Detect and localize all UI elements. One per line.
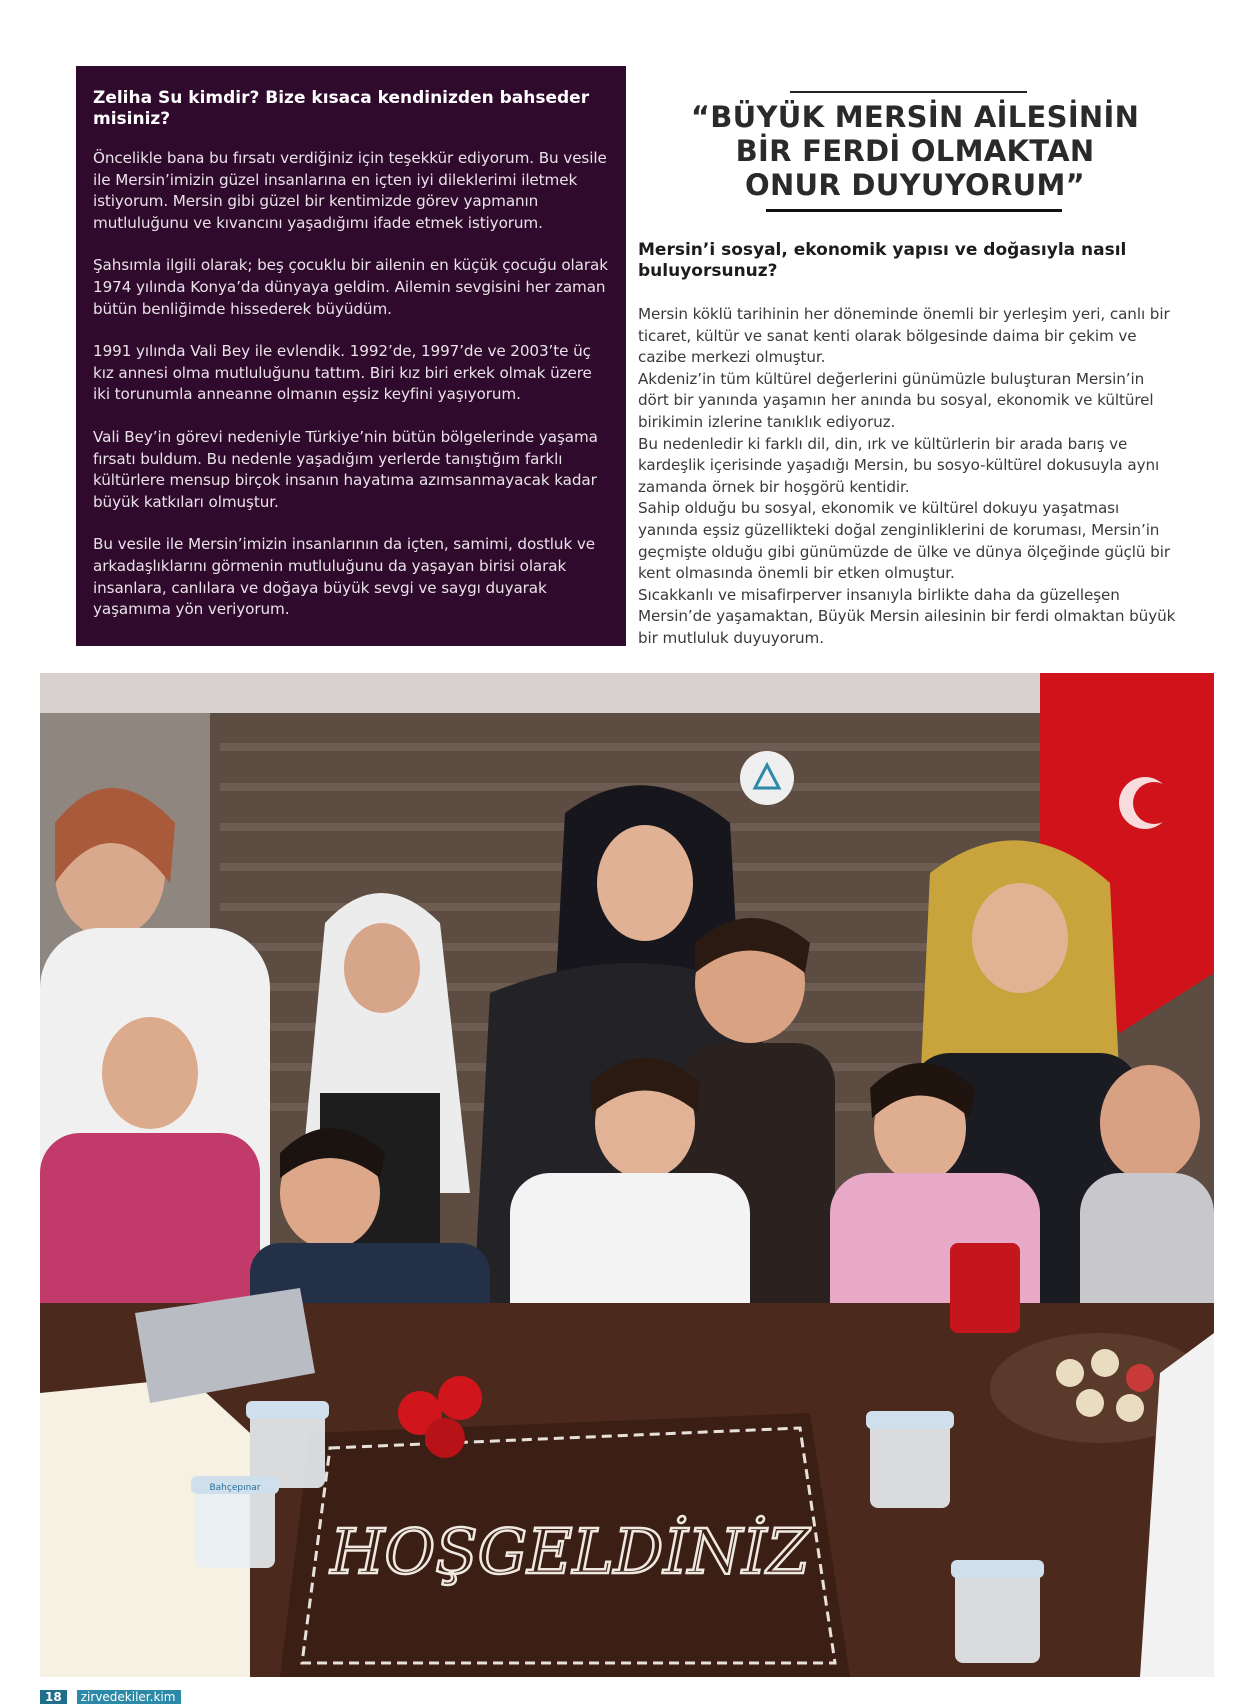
footer-separator: | (69, 1690, 74, 1704)
interview-paragraph-5: Bu vesile ile Mersin’imizin insanlarının da içten, samimi, dostluk ve arkadaşlıklarını görmenin mutluluğunu da yaşayan birisi olarak insanlara, canlılara ve doğaya büyük sevgi ve saygı duyarak yaşamıma yön veriyorum. (93, 535, 596, 619)
section2-question: Mersin’i sosyal, ekonomik yapısı ve doğasıyla nasıl buluyorsunuz? (638, 240, 1127, 281)
red-gift (950, 1243, 1020, 1333)
section2-paragraph-5: Sıcakkanlı ve misafirperver insanıyla birlikte daha da güzelleşen Mersin’de yaşamaktan, Büyük Mersin ailesinin bir ferdi olmaktan büyük bir mutluluk duyuyorum. (638, 585, 1176, 647)
interview-paragraph-1: Öncelikle bana bu fırsatı verdiğiniz için teşekkür ediyorum. Bu vesile ile Mersin’imizin güzel insanlarına en içten iyi dileklerimi iletmek istiyorum. Mersin gibi güzel bir kentimizde görev yapmanın mutluluğunu ve kıvancını yaşadığımı ifade etmek istiyorum. (93, 149, 607, 232)
water-cup (191, 1476, 279, 1568)
section2-paragraph-2: Akdeniz’in tüm kültürel değerlerini günümüzle buluşturan Mersin’in dört bir yanında yaşamın her anında bu sosyal, ekonomik ve kültürel birikimin izlerine tanıklık ediyoruz. (638, 369, 1154, 431)
water-cup (246, 1401, 329, 1488)
page-footer (40, 1688, 181, 1706)
photo-illustration (40, 673, 1214, 1677)
water-cup (866, 1411, 954, 1508)
event-photo (40, 673, 1214, 1677)
interview-paragraph-4: Vali Bey’in görevi nedeniyle Türkiye’nin bütün bölgelerinde yaşama fırsatı buldum. Bu nedenle yaşadığım yerlerde tanıştığım farklı kültürlere mensup birçok insanın hayatıma azımsanmayacak kadar büyük katkıları olmuştur. (93, 427, 598, 511)
interview-paragraph-2: Şahsımla ilgili olarak; beş çocuklu bir ailenin en küçük çocuğu olarak 1974 yılında Konya’da dünyaya geldim. Ailemin sevgisini her zaman bütün benliğimde hissederek büyüdüm. (93, 256, 608, 318)
page-number: 18 (40, 1690, 67, 1704)
section2-paragraph-3: Bu nedenledir ki farklı dil, din, ırk ve kültürlerin bir arada barış ve kardeşlik içerisinde yaşadığı Mersin, bu sosyo-kültürel dokusuyla aynı zamanda örnek bir hoşgörü kentidir. (638, 434, 1160, 496)
interview-paragraph-3: 1991 yılında Vali Bey ile evlendik. 1992’de, 1997’de ve 2003’te üç kız annesi olma mutluluğunu tattım. Biri kız biri erkek olmak üzere iki torunumla anneanne olmanın eşsiz keyfini yaşıyorum. (93, 342, 592, 404)
cup-brand: Bahçepınar (209, 1483, 261, 1493)
headline-rule-top (790, 91, 1027, 93)
section2-paragraph-4: Sahip olduğu bu sosyal, ekonomik ve kültürel dokuyu yaşatması yanında eşsiz güzellikteki doğal zenginliklerini de koruması, Mersin’in geçmişte olduğu gibi günümüzde de ülke ve dünya ölçeğinde güçlü bir kent olmasında önemli bir etken olmuştur. (638, 499, 1170, 583)
cake-text: HOŞGELDİNİZ (330, 1515, 810, 1588)
headline: “BÜYÜK MERSİN AİLESİNİN BİR FERDİ OLMAKTAN ONUR DUYUYORUM” (690, 100, 1140, 202)
interview-box (76, 66, 626, 646)
headline-rule-bottom (766, 209, 1062, 212)
wall-logo (740, 751, 794, 805)
section2-paragraph-1: Mersin köklü tarihinin her döneminde önemli bir yerleşim yeri, canlı bir ticaret, kültür ve sanat kenti olarak bölgesinde daima bir çekim ve cazibe merkezi olmuştur. (638, 305, 1170, 367)
footer-site[interactable]: zirvedekiler.kim (77, 1690, 182, 1704)
interview-question: Zeliha Su kimdir? Bize kısaca kendinizden bahseder misiniz? (93, 88, 590, 129)
water-cup (951, 1560, 1044, 1663)
section2-column (638, 240, 1178, 650)
